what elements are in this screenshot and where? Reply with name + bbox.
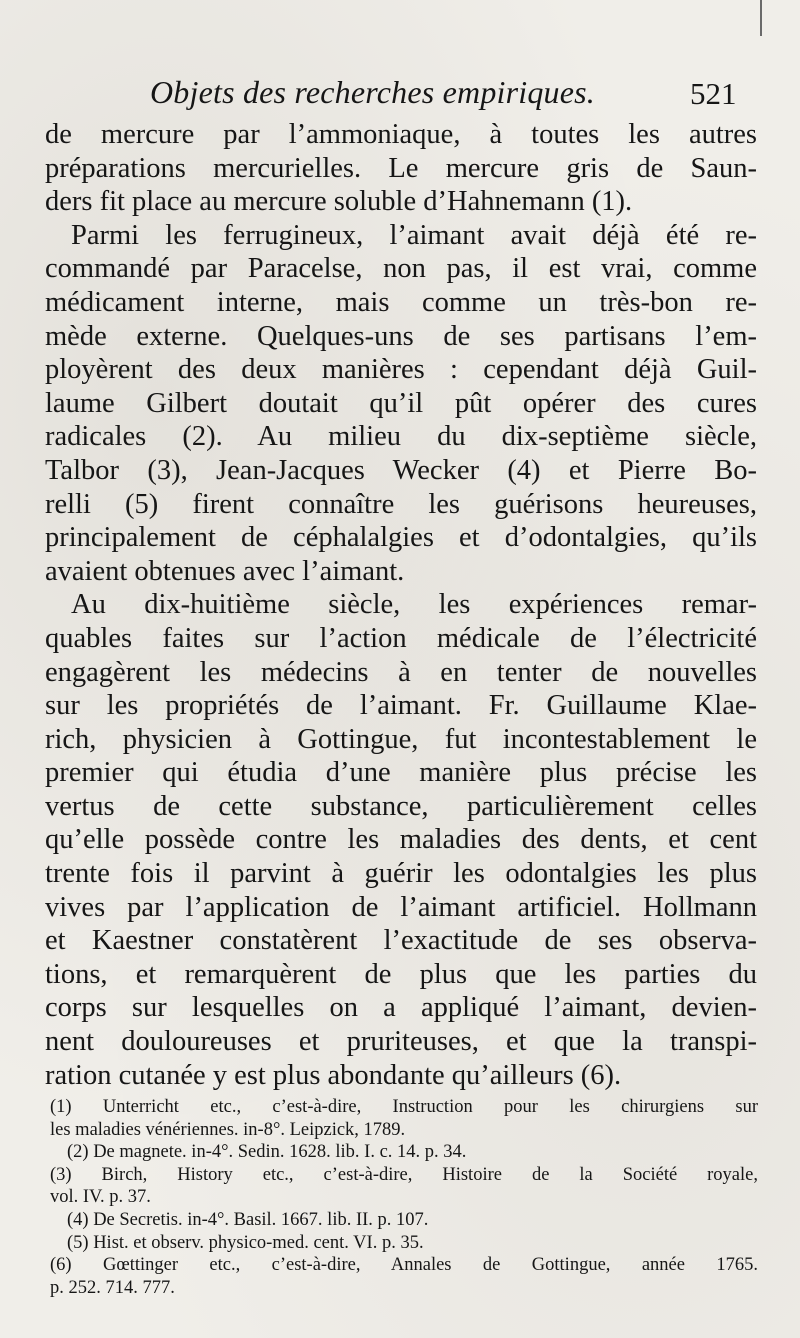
text-line: de mercure par l’ammoniaque, à toutes les autres xyxy=(45,119,757,150)
text-line: Talbor (3), Jean-Jacques Wecker (4) et Pierre Bo- xyxy=(45,454,757,486)
text-line: engagèrent les médecins à en tenter de nouvelles xyxy=(45,656,757,688)
text-line: premier qui étudia d’une manière plus précise les xyxy=(45,757,757,789)
running-title: Objets des recherches empiriques. xyxy=(150,74,596,110)
text-line: radicales (2). Au milieu du dix-septième siècle, xyxy=(45,421,757,453)
running-head xyxy=(150,74,750,122)
text-line: préparations mercurielles. Le mercure gris de Saun- xyxy=(45,152,757,184)
text-line: sur les propriétés de l’aimant. Fr. Guillaume Klae- xyxy=(45,690,757,722)
footnote-4: (4) De Secretis. in-4°. Basil. 1667. lib. II. p. 107. xyxy=(67,1209,429,1230)
text-line: et Kaestner constatèrent l’exactitude de ses observa- xyxy=(45,925,757,957)
text-line: tions, et remarquèrent de plus que les parties du xyxy=(45,958,757,990)
text-line: laume Gilbert doutait qu’il pût opérer des cures xyxy=(45,387,757,419)
text-line: ration cutanée y est plus abondante qu’ailleurs (6). xyxy=(45,1059,622,1091)
text-line: relli (5) firent connaître les guérisons heureuses, xyxy=(45,488,757,520)
text-line: principalement de céphalalgies et d’odontalgies, qu’ils xyxy=(45,522,757,554)
text-line: Parmi les ferrugineux, l’aimant avait déjà été re- xyxy=(71,219,757,251)
text-line: mède externe. Quelques-uns de ses partisans l’em- xyxy=(45,320,757,352)
footnote-1-continued: les maladies vénériennes. in-8°. Leipzick, 1789. xyxy=(50,1119,406,1140)
text-line: qu’elle possède contre les maladies des dents, et cent xyxy=(45,824,757,856)
body-text xyxy=(45,118,757,1092)
text-line: ployèrent des deux manières : cependant déjà Guil- xyxy=(45,354,757,386)
text-line: rich, physicien à Gottingue, fut incontestablement le xyxy=(45,723,757,755)
footnote-2: (2) De magnete. in-4°. Sedin. 1628. lib. I. c. 14. p. 34. xyxy=(67,1142,467,1163)
text-line: avaient obtenues avec l’aimant. xyxy=(45,555,405,587)
text-line: vertus de cette substance, particulièrement celles xyxy=(45,790,757,822)
footnote-6-continued: p. 252. 714. 777. xyxy=(50,1277,175,1298)
text-line: vives par l’application de l’aimant artificiel. Hollmann xyxy=(45,891,757,923)
text-line: corps sur lesquelles on a appliqué l’aimant, devien- xyxy=(45,992,757,1024)
text-line: médicament interne, mais comme un très-bon re- xyxy=(45,286,757,318)
footnote-3: (3) Birch, History etc., c’est-à-dire, Histoire de la Société royale, xyxy=(50,1164,758,1185)
footnote-3-continued: vol. IV. p. 37. xyxy=(50,1187,151,1208)
text-line: quables faites sur l’action médicale de l’électricité xyxy=(45,622,757,654)
footnotes xyxy=(50,1096,758,1299)
footnote-1: (1) Unterricht etc., c’est-à-dire, Instruction pour les chirurgiens sur xyxy=(50,1097,758,1117)
text-line: Au dix-huitième siècle, les expériences remar- xyxy=(71,589,757,621)
footnote-6: (6) Gœttinger etc., c’est-à-dire, Annales de Gottingue, année 1765. xyxy=(50,1255,758,1276)
page-edge-line xyxy=(760,0,762,36)
footnote-5: (5) Hist. et observ. physico-med. cent. VI. p. 35. xyxy=(67,1232,424,1253)
text-line: ders fit place au mercure soluble d’Hahnemann (1). xyxy=(45,186,633,218)
text-line: commandé par Paracelse, non pas, il est vrai, comme xyxy=(45,253,757,285)
page-number: 521 xyxy=(690,76,737,111)
text-line: nent douloureuses et pruriteuses, et que la transpi- xyxy=(45,1026,757,1058)
text-line: trente fois il parvint à guérir les odontalgies les plus xyxy=(45,858,757,890)
